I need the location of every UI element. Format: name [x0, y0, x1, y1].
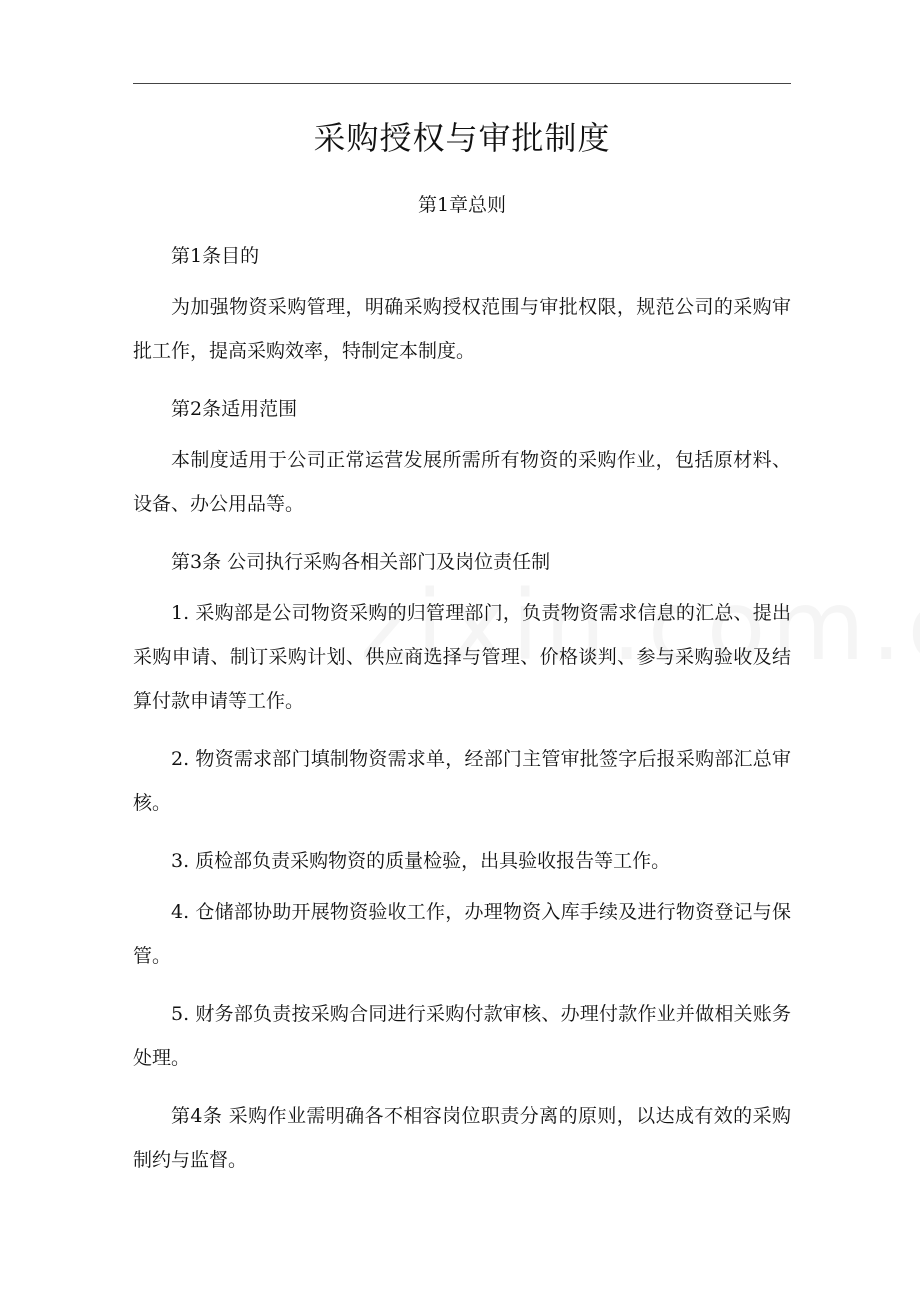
article-3-item-2: 2. 物资需求部门填制物资需求单，经部门主管审批签字后报采购部汇总审核。	[133, 748, 791, 814]
article-3-item-4: 4. 仓储部协助开展物资验收工作，办理物资入库手续及进行物资登记与保管。	[133, 901, 791, 967]
article-3-item-3: 3. 质检部负责采购物资的质量检验，出具验收报告等工作。	[171, 850, 671, 872]
article-2-heading: 第2条适用范围	[171, 398, 298, 420]
article-3-heading: 第3条 公司执行采购各相关部门及岗位责任制	[171, 551, 551, 573]
document-body	[133, 110, 791, 1182]
article-1-text: 为加强物资采购管理，明确采购授权范围与审批权限，规范公司的采购审批工作，提高采购效率，特制定本制度。	[133, 296, 791, 362]
article-3-item-1: 1. 采购部是公司物资采购的归管理部门，负责物资需求信息的汇总、提出采购申请、制订采购计划、供应商选择与管理、价格谈判、参与采购验收及结算付款申请等工作。	[133, 602, 791, 712]
article-2-text: 本制度适用于公司正常运营发展所需所有物资的采购作业，包括原材料、设备、办公用品等。	[133, 449, 791, 515]
article-4-text: 第4条 采购作业需明确各不相容岗位职责分离的原则，以达成有效的采购制约与监督。	[133, 1105, 791, 1171]
chapter-heading: 第1章总则	[417, 194, 507, 216]
article-3-item-5: 5. 财务部负责按采购合同进行采购付款审核、办理付款作业并做相关账务处理。	[133, 1003, 791, 1069]
document-title: 采购授权与审批制度	[313, 119, 611, 157]
article-1-heading: 第1条目的	[171, 245, 260, 267]
header-rule	[133, 83, 791, 84]
